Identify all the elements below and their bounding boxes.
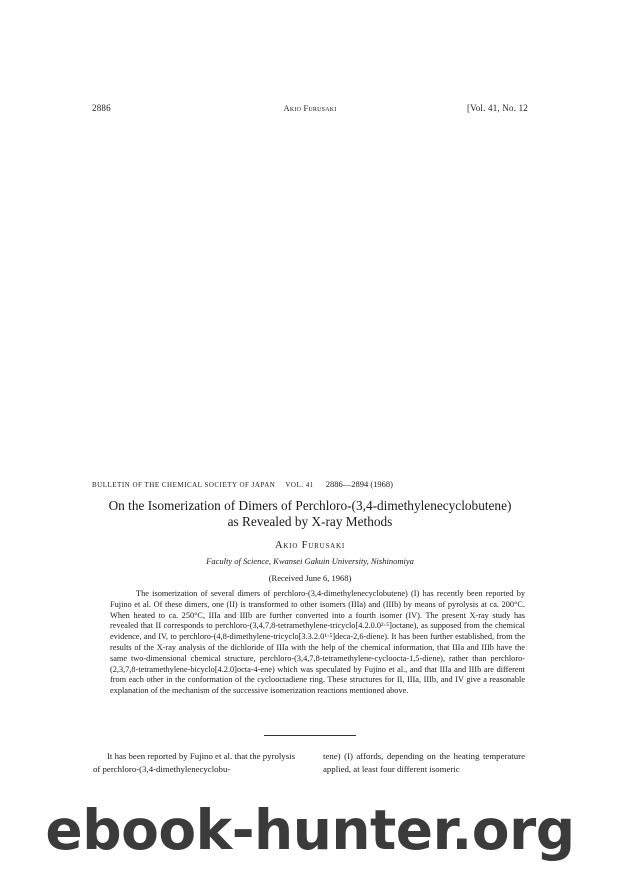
running-header-author: Akio Furusaki	[283, 103, 337, 113]
body-text-left: It has been reported by Fujino et al. that the pyrolysis of perchloro-(3,4-dimethylenecyclobu-	[93, 751, 295, 774]
watermark-label: ebook-hunter.org	[45, 798, 575, 862]
article-title-line-1: On the Isomerization of Dimers of Perchloro-(3,4-dimethylenecyclobutene)	[108, 498, 512, 513]
body-text-right: tene) (I) affords, depending on the heating temperature applied, at least four different isomeric	[323, 751, 525, 774]
received-date: (Received June 6, 1968)	[268, 573, 352, 583]
author-name-text: Akio Furusaki	[274, 540, 345, 551]
page-number: 2886	[92, 103, 111, 113]
journal-citation-line	[92, 479, 528, 489]
abstract-divider	[264, 735, 356, 736]
body-column-right	[323, 750, 525, 775]
body-column-left	[93, 750, 295, 775]
watermark-text	[0, 800, 620, 860]
author-affiliation: Faculty of Science, Kwansei Gakuin University, Nishinomiya	[206, 556, 414, 566]
journal-pages: 2886—2894 (1968)	[325, 479, 394, 489]
author-name	[0, 540, 620, 551]
article-title	[60, 498, 560, 530]
abstract-text: The isomerization of several dimers of perchloro-(3,4-dimethylenecyclobutene) (I) has recently been reported by Fujino et al. Of these dimers, one (II) is transformed to other isomers (IIIa) and (IIIb) by means of pyrolysis at ca. 200°C. When heated to ca. 250°C, IIIa and IIIb are further converted into a fourth isomer (IV). The present X-ray study has revealed that II corresponds to perchloro-(3,4,7,8-tetramethylene-tricyclo[4.2.0.0²·⁵]octane), as supposed from the chemical evidence, and IV, to perchloro-(4,8-dimethylene-tricyclo[3.3.2.0¹·⁵]deca-2,6-diene). It has been further established, from the results of the X-ray analysis of the dichloride of IIIa with the help of the chemical information, that IIIa and IIIb have the same two-dimensional chemical structure, perchloro-(3,4,7,8-tetramethylene-cycloocta-1,5-diene), rather than perchloro-(2,3,7,8-tetramethylene-bicyclo[4.2.0]octa-4-ene) which was speculated by Fujino et al., and that IIIa and IIIb are different from each other in the conformation of the cyclooctadiene ring. These structures for II, IIIa, IIIb, and IV give a reasonable explanation of the mechanism of the successive isomerization reactions mentioned above.	[110, 589, 525, 696]
article-title-line-2: as Revealed by X-ray Methods	[227, 514, 393, 529]
journal-volume: VOL. 41	[285, 481, 314, 489]
running-header-volume: [Vol. 41, No. 12	[466, 103, 528, 113]
abstract	[110, 589, 525, 697]
journal-name: BULLETIN OF THE CHEMICAL SOCIETY OF JAPAN	[92, 481, 276, 489]
